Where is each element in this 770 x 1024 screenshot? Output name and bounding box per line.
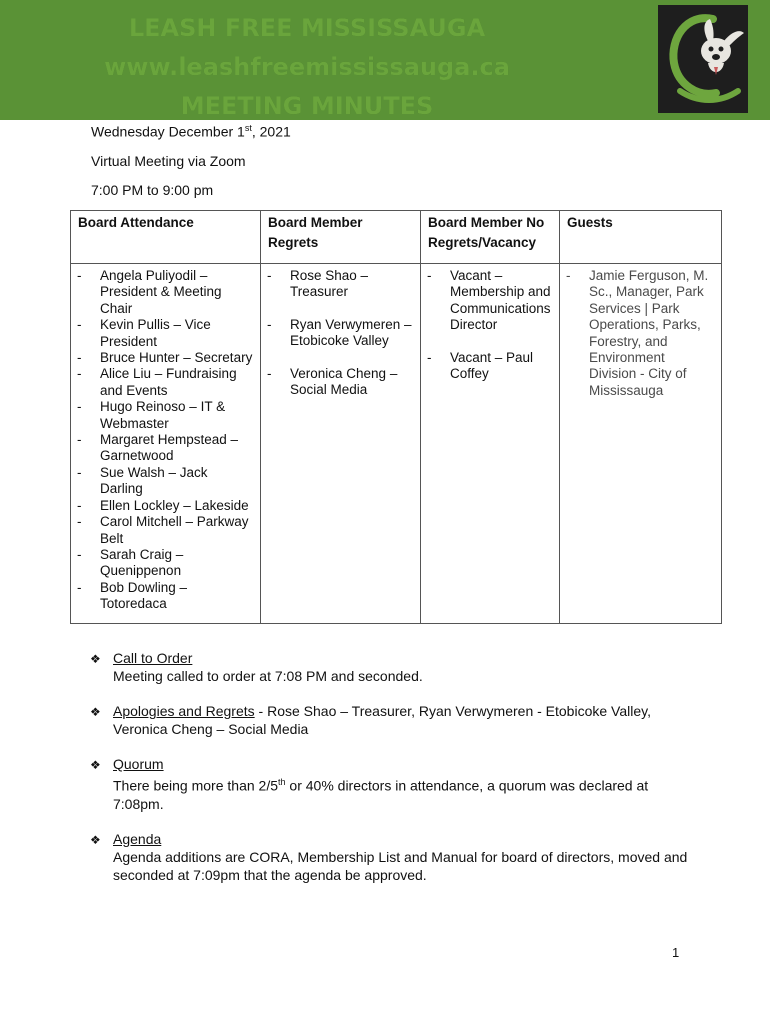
meeting-location: Virtual Meeting via Zoom (91, 153, 246, 169)
list-item: - Sue Walsh – Jack Darling (77, 465, 254, 498)
list-item: - Vacant – Membership and Communications Director (427, 268, 553, 334)
list-item: - Ellen Lockley – Lakeside (77, 498, 254, 514)
list-item: - Alice Liu – Fundraising and Events (77, 366, 254, 399)
item-call-to-order (90, 649, 690, 685)
meeting-date: Wednesday December 1st, 2021 (91, 123, 291, 140)
attendance-cell (71, 264, 261, 624)
item-title: Apologies and Regrets (113, 703, 255, 719)
list-item: - Carol Mitchell – Parkway Belt (77, 514, 254, 547)
guests-list (566, 268, 715, 399)
item-quorum (90, 755, 690, 813)
item-body: Agenda additions are CORA, Membership List and Manual for board of directors, moved and seconded at 7:09pm that the agenda be approved. (113, 848, 688, 883)
col-header-regrets: Board Member Regrets (261, 211, 421, 264)
col-header-guests: Guests (560, 211, 722, 264)
website-link[interactable]: www.leashfreemississauga.ca (104, 53, 510, 81)
dog-in-hand-logo-icon (658, 5, 748, 113)
list-item: - Rose Shao – Treasurer (267, 268, 414, 301)
list-item: - Margaret Hempstead – Garnetwood (77, 432, 254, 465)
no-regrets-list (427, 268, 553, 382)
item-body: - Rose Shao – Treasurer, Ryan Verwymeren - Etobicoke Valley, Veronica Cheng – Social Media (113, 703, 651, 737)
document-title: MEETING MINUTES (180, 92, 434, 120)
item-apologies (90, 702, 690, 738)
list-item: - Bruce Hunter – Secretary (77, 350, 254, 366)
attendance-list (77, 268, 254, 613)
regrets-list (267, 268, 414, 398)
meeting-time: 7:00 PM to 9:00 pm (91, 182, 214, 198)
list-item: - Jamie Ferguson, M. Sc., Manager, Park Services | Park Operations, Parks, Forestry, and Environment Division - City of Mississauga (566, 268, 715, 399)
diamond-bullet-icon: ❖ (90, 758, 101, 772)
guests-cell (560, 264, 722, 624)
list-item: - Ryan Verwymeren – Etobicoke Valley (267, 317, 414, 350)
item-agenda (90, 830, 690, 884)
diamond-bullet-icon: ❖ (90, 832, 101, 847)
page-number: 1 (672, 945, 680, 960)
item-title: Quorum (113, 756, 164, 772)
item-title: Call to Order (113, 650, 193, 666)
header-banner (0, 0, 770, 120)
no-regrets-cell (421, 264, 560, 624)
list-item: - Veronica Cheng – Social Media (267, 366, 414, 399)
list-item: - Sarah Craig – Quenippenon (77, 547, 254, 580)
col-header-no-regrets: Board Member No Regrets/Vacancy (421, 211, 560, 264)
item-body: There being more than 2/5th or 40% directors in attendance, a quorum was declared at 7:08pm. (113, 777, 649, 812)
list-item: - Vacant – Paul Coffey (427, 350, 553, 383)
table-body-row (71, 264, 722, 624)
attendance-table (70, 210, 722, 624)
minutes-items (90, 649, 690, 901)
org-name: LEASH FREE MISSISSAUGA (128, 14, 486, 42)
diamond-bullet-icon: ❖ (90, 652, 101, 666)
table-header-row (71, 211, 722, 264)
list-item: - Hugo Reinoso – IT & Webmaster (77, 399, 254, 432)
list-item: - Angela Puliyodil – President & Meeting Chair (77, 268, 254, 317)
list-item: - Bob Dowling – Totoredaca (77, 580, 254, 613)
regrets-cell (261, 264, 421, 624)
item-title: Agenda (113, 830, 162, 847)
diamond-bullet-icon: ❖ (90, 705, 101, 719)
col-header-attendance: Board Attendance (71, 211, 261, 264)
list-item: - Kevin Pullis – Vice President (77, 317, 254, 350)
item-body: Meeting called to order at 7:08 PM and seconded. (113, 668, 423, 684)
